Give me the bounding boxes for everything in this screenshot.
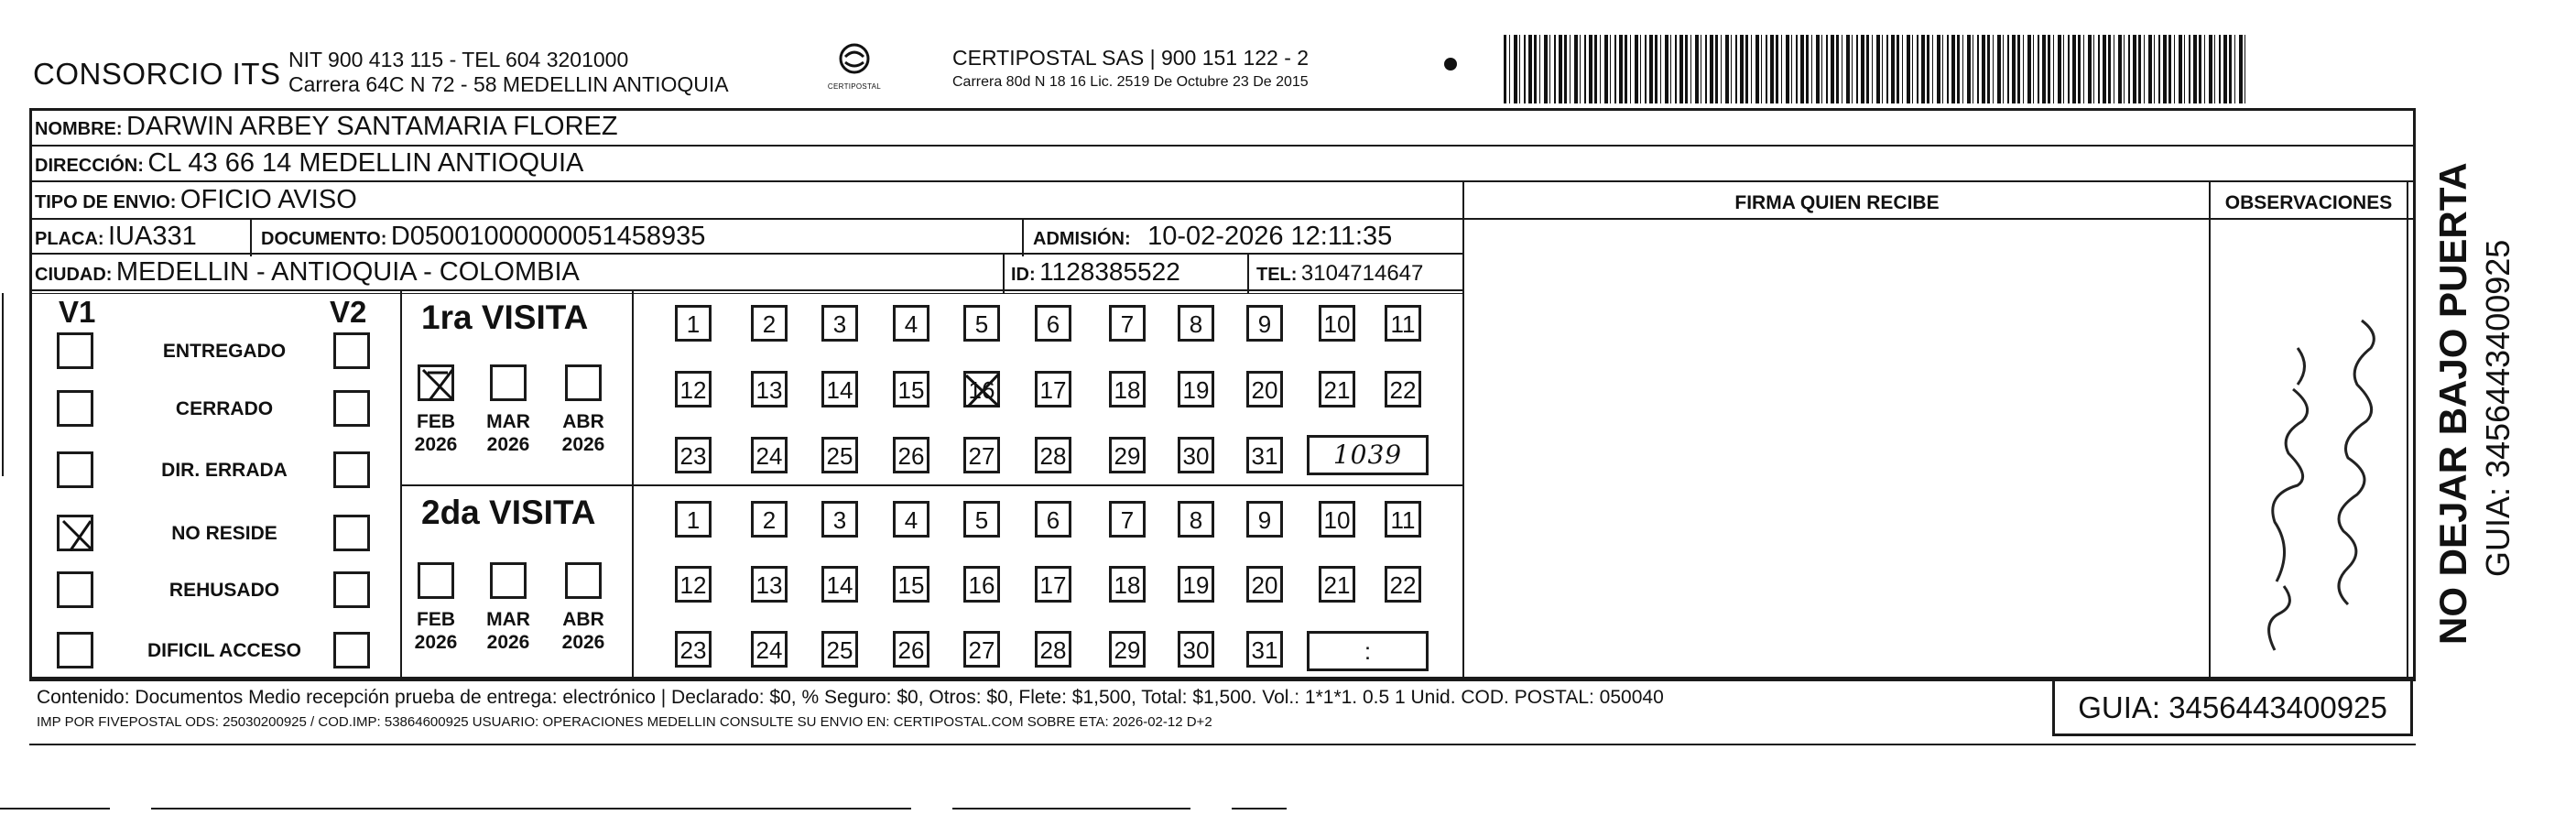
day-number: 22 [1389,571,1417,599]
month-year: 2026 [561,632,605,653]
nit-line: NIT 900 413 115 - TEL 604 3201000 [288,48,629,71]
visit2-month-label [484,608,532,654]
signature-area[interactable] [1465,220,2207,678]
guia-box: GUIA: 3456443400925 [2052,679,2413,736]
id-cell [1011,257,1180,287]
visit1-day-box[interactable] [751,371,788,408]
visit1-month-label [484,410,532,456]
month-name: ABR [562,411,604,432]
day-number: 3 [832,506,847,534]
placa-cell [35,222,197,252]
visit2-day-box[interactable] [751,631,788,668]
v1-checkbox[interactable] [57,451,93,488]
day-number: 28 [1039,442,1067,470]
day-number: 24 [755,636,783,664]
day-number: 16 [968,571,995,599]
id-value: 1128385522 [1039,257,1180,286]
ciudad-value: MEDELLIN - ANTIOQUIA - COLOMBIA [115,257,580,287]
visit2-day-box[interactable] [893,501,929,538]
v1-checkbox[interactable] [57,632,93,668]
visit1-time-handwritten: 1039 [1332,440,1403,470]
certipostal-logo-icon [831,42,877,79]
day-number: 9 [1257,506,1272,534]
tipo-label: TIPO DE ENVIO: [35,192,177,212]
tipo-row [35,185,357,215]
visit2-day-box[interactable] [1109,631,1146,668]
day-number: 1 [686,506,701,534]
day-number: 11 [1390,310,1416,338]
visit1-day-box[interactable] [1035,305,1071,342]
visit1-day-box[interactable] [963,371,1000,408]
month-name: MAR [486,609,530,630]
visit1-day-box[interactable] [821,371,858,408]
visit1-day-box[interactable] [1109,305,1146,342]
visit2-time-box[interactable] [1307,631,1429,671]
day-number: 7 [1120,506,1135,534]
month-year: 2026 [486,434,530,455]
visit1-day-box[interactable] [675,437,712,473]
day-number: 7 [1120,310,1135,338]
visit2-day-box[interactable] [893,631,929,668]
day-number: 2 [762,506,777,534]
day-number: 10 [1323,506,1351,534]
visit1-day-box[interactable] [963,305,1000,342]
documento-cell [261,222,705,252]
day-number: 20 [1251,571,1278,599]
day-number: 20 [1251,376,1278,404]
day-number: 6 [1046,506,1060,534]
visit2-day-box[interactable] [1246,501,1283,538]
direccion-row [35,148,583,179]
visit2-day-box[interactable] [1385,566,1421,603]
direccion-value: CL 43 66 14 MEDELLIN ANTIOQUIA [147,148,584,178]
visit1-day-box[interactable] [751,305,788,342]
id-label: ID: [1011,265,1036,285]
visit1-day-box[interactable] [893,437,929,473]
v2-checkbox[interactable] [333,332,370,369]
nombre-row [35,112,618,142]
documento-label: DOCUMENTO: [261,229,387,249]
visit2-day-box[interactable] [1246,631,1283,668]
observaciones-header: OBSERVACIONES [2224,192,2393,213]
visit2-time-placeholder: : [1364,637,1372,665]
bullet-dot-icon [1444,58,1457,71]
ciudad-label: CIUDAD: [35,265,113,285]
status-label: CERRADO [175,398,274,419]
day-number: 26 [897,442,925,470]
v2-checkbox[interactable] [333,632,370,668]
v2-checkbox[interactable] [333,571,370,608]
visit1-month-checkbox[interactable] [565,364,602,401]
admision-label: ADMISIÓN: [1033,229,1131,249]
day-number: 10 [1323,310,1351,338]
logo-caption: CERTIPOSTAL [827,82,882,91]
visit2-day-box[interactable] [751,566,788,603]
day-number: 30 [1182,442,1210,470]
day-number: 16 [968,376,995,404]
v2-checkbox[interactable] [333,451,370,488]
visit1-day-box[interactable] [963,437,1000,473]
visit2-day-box[interactable] [675,566,712,603]
visit2-day-box[interactable] [821,631,858,668]
day-number: 3 [832,310,847,338]
footer-impresion: IMP POR FIVEPOSTAL ODS: 25030200925 / COD.IMP: 53864600925 USUARIO: OPERACIONES MEDELLIN CONSULTE SU ENVIO EN: CERTIPOSTAL.COM SOBRE ETA: 2026-02-12 D+2 [37,714,1212,730]
placa-value: IUA331 [108,222,197,251]
visit2-day-box[interactable] [821,501,858,538]
day-number: 30 [1182,636,1210,664]
visit2-day-box[interactable] [1035,501,1071,538]
visit1-day-box[interactable] [1246,437,1283,473]
visit2-month-checkbox[interactable] [565,562,602,599]
ciudad-cell [35,257,580,288]
day-number: 4 [904,310,918,338]
admision-value: 10-02-2026 12:11:35 [1147,222,1393,251]
day-number: 25 [826,442,853,470]
day-number: 12 [679,571,707,599]
direccion-label: DIRECCIÓN: [35,156,144,176]
visit2-day-box[interactable] [963,566,1000,603]
v1-checkbox[interactable] [57,515,93,551]
visit2-day-box[interactable] [675,501,712,538]
nombre-value: DARWIN ARBEY SANTAMARIA FLOREZ [126,112,618,141]
visit1-day-box[interactable] [675,305,712,342]
nombre-label: NOMBRE: [35,119,123,139]
day-number: 19 [1182,571,1210,599]
visit2-day-box[interactable] [1178,631,1214,668]
side-guia: GUIA: 3456443400925 [2479,239,2516,577]
company-address: Carrera 64C N 72 - 58 MEDELLIN ANTIOQUIA [288,72,729,96]
visit2-day-box[interactable] [1319,566,1355,603]
visit1-day-box[interactable] [893,371,929,408]
day-number: 21 [1323,571,1351,599]
visit1-month-label [412,410,460,456]
v2-checkbox[interactable] [333,390,370,427]
visit1-day-box[interactable] [751,437,788,473]
day-cross-mark-icon [962,370,1003,410]
admision-cell [1033,222,1392,252]
visit1-day-box[interactable] [1385,305,1421,342]
visit2-day-box[interactable] [963,501,1000,538]
status-label: DIFICIL ACCESO [147,640,301,661]
day-number: 19 [1182,376,1210,404]
visit2-month-label [560,608,607,654]
visit2-title: 2da VISITA [421,494,596,531]
day-number: 15 [897,376,925,404]
day-number: 22 [1389,376,1417,404]
visit2-day-box[interactable] [1109,501,1146,538]
visit2-day-box[interactable] [1035,631,1071,668]
visit2-month-checkbox[interactable] [490,562,527,599]
day-number: 18 [1114,376,1141,404]
visit1-time-box[interactable] [1307,435,1429,475]
v2-header: V2 [330,295,367,329]
footer-contenido: Contenido: Documentos Medio recepción prueba de entrega: electrónico | Declarado: $0, % Seguro: $0, Otros: $0, Flete: $1,500, Total: $1,500. Vol.: 1*1*1. 0.5 1 Unid. COD. POSTAL: 050040 [37,687,1664,708]
day-number: 8 [1189,310,1203,338]
day-number: 17 [1039,571,1067,599]
day-number: 5 [974,310,989,338]
no-dejar-bajo-puerta: NO DEJAR BAJO PUERTA [2431,162,2474,645]
visit1-day-box[interactable] [1178,371,1214,408]
visit1-day-box[interactable] [1178,305,1214,342]
day-number: 23 [679,442,707,470]
day-number: 24 [755,442,783,470]
visit1-day-box[interactable] [893,305,929,342]
month-year: 2026 [561,434,605,455]
day-number: 8 [1189,506,1203,534]
visit1-day-box[interactable] [1109,371,1146,408]
tel-cell [1256,261,1423,287]
visit1-day-box[interactable] [1385,371,1421,408]
month-name: MAR [486,411,530,432]
visit1-day-box[interactable] [1109,437,1146,473]
visit1-month-checkbox[interactable] [418,364,454,401]
visit2-day-box[interactable] [751,501,788,538]
visit2-day-box[interactable] [1246,566,1283,603]
visit1-day-box[interactable] [1246,371,1283,408]
day-number: 26 [897,636,925,664]
v2-checkbox[interactable] [333,515,370,551]
v1-checkbox[interactable] [57,332,93,369]
tel-label: TEL: [1256,265,1298,285]
day-number: 12 [679,376,707,404]
visit1-day-box[interactable] [1319,305,1355,342]
day-number: 2 [762,310,777,338]
month-year: 2026 [486,632,530,653]
v1-checkbox[interactable] [57,390,93,427]
month-name: ABR [562,609,604,630]
day-number: 5 [974,506,989,534]
status-label: ENTREGADO [162,341,287,362]
day-number: 27 [968,636,995,664]
observaciones-area[interactable] [2211,220,2405,678]
day-number: 15 [897,571,925,599]
day-number: 25 [826,636,853,664]
visit1-day-box[interactable] [1319,371,1355,408]
day-number: 23 [679,636,707,664]
documento-value: D05001000000051458935 [390,222,706,251]
day-number: 28 [1039,636,1067,664]
visit1-day-box[interactable] [1246,305,1283,342]
tipo-value: OFICIO AVISO [179,185,357,214]
visit2-day-box[interactable] [1109,566,1146,603]
firma-header: FIRMA QUIEN RECIBE [1734,192,1940,213]
status-label: NO RESIDE [171,523,277,544]
day-number: 9 [1257,310,1272,338]
day-number: 13 [755,376,783,404]
day-number: 4 [904,506,918,534]
month-year: 2026 [414,434,458,455]
day-number: 31 [1251,636,1278,664]
barcode [1504,35,2248,103]
visit2-day-box[interactable] [1178,566,1214,603]
day-number: 6 [1046,310,1060,338]
tel-value: 3104714647 [1300,261,1424,286]
visit1-day-box[interactable] [821,437,858,473]
day-number: 31 [1251,442,1278,470]
visit1-day-box[interactable] [1178,437,1214,473]
visit2-day-box[interactable] [893,566,929,603]
visit1-day-box[interactable] [821,305,858,342]
visit2-day-box[interactable] [821,566,858,603]
status-label: REHUSADO [168,580,280,601]
day-number: 21 [1323,376,1351,404]
visit2-day-box[interactable] [1385,501,1421,538]
day-number: 13 [755,571,783,599]
visit1-day-box[interactable] [675,371,712,408]
visit1-title: 1ra VISITA [421,299,589,336]
visit2-day-box[interactable] [1178,501,1214,538]
day-number: 1 [686,310,701,338]
day-number: 14 [826,571,853,599]
v1-header: V1 [59,295,96,329]
day-number: 11 [1390,506,1416,534]
day-number: 18 [1114,571,1141,599]
certipostal-line: CERTIPOSTAL SAS | 900 151 122 - 2 [952,46,1310,70]
visit2-month-checkbox[interactable] [418,562,454,599]
day-number: 17 [1039,376,1067,404]
day-number: 27 [968,442,995,470]
month-name: FEB [417,609,455,630]
visit2-month-label [412,608,460,654]
month-name: FEB [417,411,455,432]
visit2-day-box[interactable] [963,631,1000,668]
visit1-day-box[interactable] [1035,371,1071,408]
visit1-day-box[interactable] [1035,437,1071,473]
status-label: DIR. ERRADA [161,460,288,481]
day-number: 29 [1114,442,1141,470]
day-number: 14 [826,376,853,404]
certipostal-address: Carrera 80d N 18 16 Lic. 2519 De Octubre 23 De 2015 [952,74,1309,90]
observaciones-handwriting [2211,220,2405,678]
visit2-day-box[interactable] [1319,501,1355,538]
company-info [288,48,729,97]
visit2-day-box[interactable] [675,631,712,668]
placa-label: PLACA: [35,229,104,249]
company-name: CONSORCIO ITS [33,57,281,91]
visit1-month-checkbox[interactable] [490,364,527,401]
v1-checkbox[interactable] [57,571,93,608]
day-number: 29 [1114,636,1141,664]
visit1-month-label [560,410,607,456]
visit2-day-box[interactable] [1035,566,1071,603]
month-year: 2026 [414,632,458,653]
